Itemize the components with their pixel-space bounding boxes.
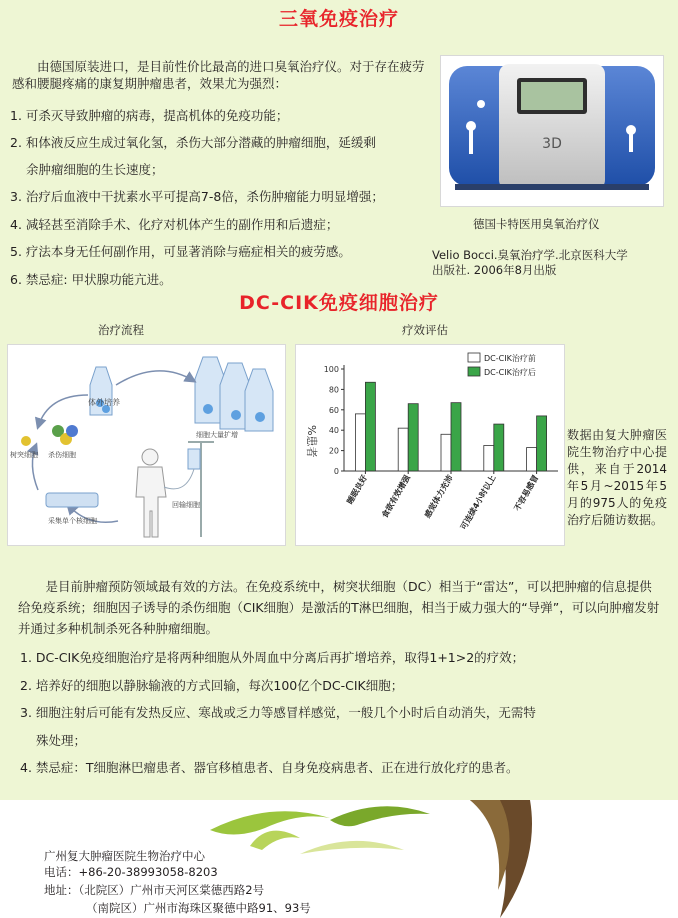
section2-item: 2. 培养好的细胞以静脉输液的方式回输，每次100亿个DC-CIK细胞；	[20, 678, 404, 693]
chart-bar	[537, 416, 547, 471]
chart-category-label: 不容易感冒	[512, 473, 541, 513]
citation-line-1: Velio Bocci.臭氧治疗学.北京医科大学	[432, 248, 628, 262]
footer-address-north: 地址：（北院区）广州市天河区棠德西路2号	[44, 883, 265, 897]
footer-org: 广州复大肿瘤医院生物治疗中心	[44, 849, 205, 863]
chart-legend-label: DC-CIK治疗后	[484, 368, 536, 377]
chart-bar	[408, 404, 418, 471]
chart-bar	[494, 424, 504, 471]
label-culture: 体外培养	[88, 398, 120, 407]
section2-item: 3. 细胞注射后可能有发热反应、寒战或乏力等感冒样感觉，一般几个小时后自动消失，无需特	[20, 705, 536, 720]
chart-y-tick-label: 40	[328, 426, 339, 436]
section1-item: 2. 和体液反应生成过氧化氢，杀伤大部分潜藏的肿瘤细胞，延缓剩	[10, 135, 376, 150]
treatment-process-diagram	[7, 344, 286, 546]
chart-bar	[484, 446, 494, 472]
label-dc: 树突细胞	[10, 451, 38, 459]
chart-category-label: 感觉体力充沛	[422, 473, 455, 520]
label-collect: 采集单个核细胞	[48, 517, 97, 525]
section1-item: 4. 减轻甚至消除手术、化疗对机体产生的副作用和后遗症；	[10, 217, 339, 232]
chart-y-tick-label: 20	[328, 446, 339, 456]
section1-item: 余肿瘤细胞的生长速度；	[26, 162, 164, 177]
chart-y-tick-label: 0	[333, 467, 339, 476]
section2-item: 1. DC-CIK免疫细胞治疗是将两种细胞从外周血中分离后再扩增培养，取得1+1>2的疗效；	[20, 650, 525, 665]
footer	[0, 800, 678, 918]
chart-bar	[441, 434, 451, 471]
chart-y-tick-label: 60	[328, 405, 339, 415]
efficacy-title: 疗效评估	[402, 323, 448, 337]
ozone-device-illustration	[441, 56, 663, 206]
device-caption: 德国卡特医用臭氧治疗仪	[473, 217, 600, 231]
chart-category-label: 可连续4小时以上	[458, 473, 498, 532]
chart-legend-swatch	[468, 353, 480, 362]
chart-bar	[398, 428, 408, 471]
citation-line-2: 出版社. 2006年8月出版	[432, 263, 557, 277]
section1-item: 5. 疗法本身无任何副作用，可显著消除与癌症相关的疲劳感。	[10, 244, 351, 259]
label-killer: 杀伤细胞	[48, 451, 76, 459]
efficacy-chart	[295, 344, 565, 546]
section1-intro: 由德国原装进口，是目前性价比最高的进口臭氧治疗仪。对于存在疲劳感和腰腿疼痛的康复期肿瘤患者，效果尤为强烈：	[12, 59, 425, 91]
section2-intro: 是目前肿瘤预防领域最有效的方法。在免疫系统中，树突状细胞（DC）相当于“雷达”，可以把肿瘤的信息提供给免疫系统；细胞因子诱导的杀伤细胞（CIK细胞）是激活的T淋巴细胞，相当于威力强大的“导弹”，可以向肿瘤发射并通过多种机制杀死各种肿瘤细胞。	[18, 579, 660, 636]
label-infuse: 回输细胞	[172, 501, 200, 509]
process-title: 治疗流程	[98, 323, 144, 337]
chart-y-tick-label: 80	[328, 385, 339, 395]
section1-title: 三氧免疫治疗	[278, 8, 399, 30]
section2-title: DC-CIK免疫细胞治疗	[239, 292, 439, 314]
chart-bar	[365, 382, 375, 471]
section1-item: 6. 禁忌症: 甲状腺功能亢进。	[10, 272, 172, 287]
chart-bar	[355, 414, 365, 471]
ozone-device-image	[440, 55, 664, 207]
footer-address-south: （南院区）广州市海珠区聚德中路91、93号	[86, 901, 311, 915]
label-expand: 细胞大量扩增	[196, 431, 238, 439]
chart-bar	[451, 403, 461, 471]
chart-bar	[527, 448, 537, 471]
section2-item: 殊处理；	[36, 733, 87, 748]
section1-item: 1. 可杀灭导致肿瘤的病毒，提高机体的免疫功能；	[10, 108, 289, 123]
chart-category-label: 食欲有效增强	[380, 473, 412, 520]
efficacy-side-note: 数据由复大肿瘤医院生物治疗中心提供，来自于2014年5月~2015年5月的975人的免疫治疗后随访数据。	[567, 428, 667, 527]
chart-ylabel: %患者	[305, 425, 318, 458]
chart-legend-swatch	[468, 367, 480, 376]
footer-phone: 电话：+86-20-38993058-8203	[44, 865, 218, 879]
device-logo: 3D	[542, 136, 562, 152]
section1-item: 3. 治疗后血液中干扰素水平可提高7-8倍，杀伤肿瘤能力明显增强；	[10, 189, 384, 204]
chart-y-tick-label: 100	[323, 365, 339, 374]
chart-category-label: 睡眠良好	[345, 473, 370, 506]
chart-legend-label: DC-CIK治疗前	[484, 354, 536, 363]
section2-item: 4. 禁忌症：T细胞淋巴瘤患者、器官移植患者、自身免疫病患者、正在进行放化疗的患者。	[20, 760, 519, 775]
